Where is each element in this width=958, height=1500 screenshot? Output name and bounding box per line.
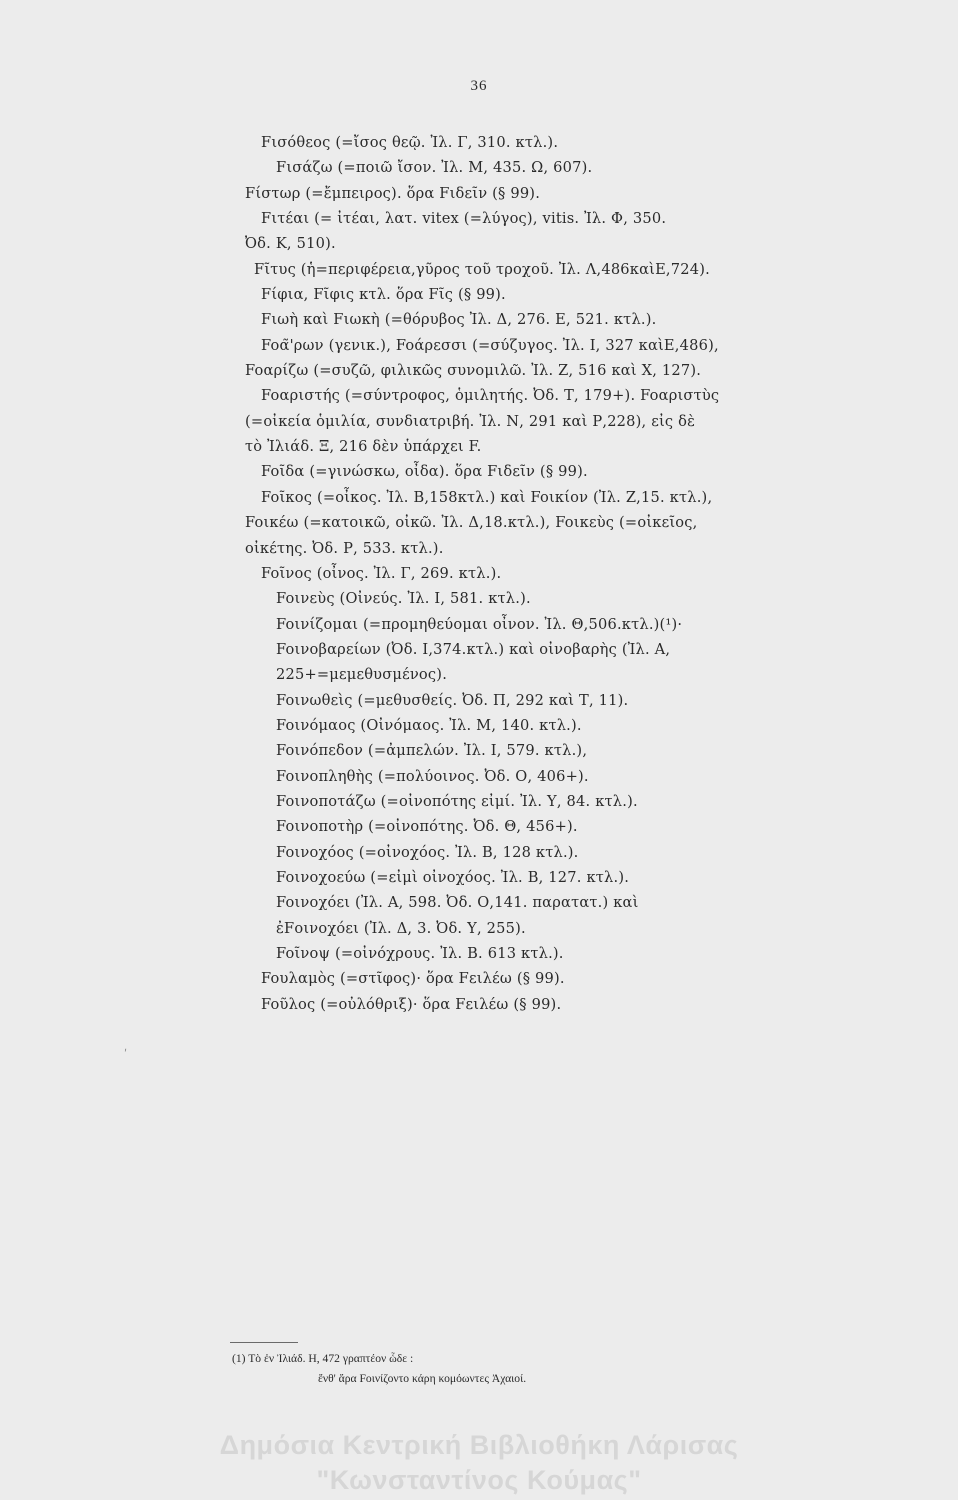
entry-text: Foα̃'ρων (γενικ.), Foάρεσσι (=σύζυγος. Ἰλ. Ι, 327 καὶΕ,486), [261,336,719,354]
entry [0,764,958,789]
entry-text: Foινωθεὶς (=μεθυσθείς. Ὀδ. Π, 292 καὶ Τ, 11). [276,691,629,709]
entry-text: Fίφια, Fῖφις κτλ. ὅρα Fῖς (§ 99). [261,286,506,304]
entry [0,130,958,155]
entry [0,536,958,561]
entry [0,612,958,637]
entry [0,333,958,358]
entry-text: Foινοποτάζω (=οἰνοπότης εἰμί. Ἰλ. Υ, 84. κτλ.). [276,792,638,810]
entry-text: Ὀδ. Κ, 510). [245,235,336,253]
entry-text: Foικέω (=κατοικῶ, οἰκῶ. Ἰλ. Δ,18.κτλ.), Foικεὺς (=οἰκεῖος, [245,514,698,532]
entry [0,738,958,763]
entry-text: (=οἰκεία ὁμιλία, συνδιατριβή. Ἰλ. Ν, 291 καὶ Ρ,228), εἰς δὲ [245,412,696,430]
entry [0,459,958,484]
entry-text: Foῖδα (=γινώσκω, οἶδα). ὅρα Fιδεῖν (§ 99). [261,463,588,481]
entry [0,713,958,738]
entry-text: Fιτέαι (= ἰτέαι, λατ. vitex (=λύγος), vitis. Ἰλ. Φ, 350. [261,210,667,228]
entry-text: Foινεὺς (Οἰνεύς. Ἰλ. Ι, 581. κτλ.). [276,590,531,608]
entry-text: Foινόπεδον (=ἀμπελών. Ἰλ. Ι, 579. κτλ.), [276,742,588,760]
entry-text: Foαρίζω (=συζῶ, φιλικῶς συνομιλῶ. Ἰλ. Ζ, 516 καὶ Χ, 127). [245,362,702,380]
entry-text: Foῖκος (=οἶκος. Ἰλ. Β,158κτλ.) καὶ Foικίον (Ἰλ. Ζ,15. κτλ.), [261,488,713,506]
entry-text: Fιωὴ καὶ Fιωκὴ (=θόρυβος Ἰλ. Δ, 276. Ε, 521. κτλ.). [261,311,657,329]
entry-text: Fῖτυς (ἡ=περιφέρεια,γῦρος τοῦ τροχοῦ. Ἰλ. Λ,486καὶΕ,724). [254,260,710,278]
entry-text: οἰκέτης. Ὀδ. Ρ, 533. κτλ.). [245,539,444,557]
entry-text: Foινοβαρείων (Ὀδ. Ι,374.κτλ.) καὶ οἰνοβαρὴς (Ἰλ. Α, [276,640,671,658]
entry [0,586,958,611]
entry [0,257,958,282]
entry [0,941,958,966]
entry-text: Foινοχόος (=οἰνοχόος. Ἰλ. Β, 128 κτλ.). [276,843,579,861]
entry-text: Foινοποτὴρ (=οἰνοπότης. Ὀδ. Θ, 456+). [276,818,578,836]
entry-text: Foυλαμὸς (=στῖφος)· ὅρα Fειλέω (§ 99). [261,970,565,988]
stray-mark: ʹ [124,1048,128,1061]
entry [0,282,958,307]
entry [0,890,958,915]
entry-text: Foινίζομαι (=προμηθεύομαι οἶνον. Ἰλ. Θ,506.κτλ.)(¹)· [276,615,683,633]
footnote-text: (1) Τὸ ἐν Ἰλιάδ. Η, 472 γραπτέον ὧδε : [232,1352,414,1365]
entry-text: Foαριστής (=σύντροφος, ὁμιλητής. Ὀδ. Τ, 179+). Foαριστὺς [261,387,720,405]
entry-text: τὸ Ἰλιάδ. Ξ, 216 δὲν ὑπάρχει F. [245,438,482,456]
entry [0,383,958,408]
entry-text: Fισόθεος (=ἴσος θεῷ. Ἰλ. Γ, 310. κτλ.). [261,134,559,151]
entry [0,966,958,991]
entry [0,181,958,206]
entry [0,916,958,941]
entry [0,231,958,256]
entry [0,307,958,332]
entry-text: Foινόμαος (Οἰνόμαος. Ἰλ. Μ, 140. κτλ.). [276,716,582,734]
entry-text: Fίστωρ (=ἔμπειρος). ὅρα Fιδεῖν (§ 99). [245,184,541,202]
entry [0,434,958,459]
entry-list [0,130,958,1017]
entry [0,358,958,383]
footnote-text: ἔνθ' ἄρα Foινίζοντο κάρη κομόωντες Ἀχαιοί. [318,1372,527,1385]
entry-text: Foινοχόει (Ἰλ. Α, 598. Ὀδ. Ο,141. παρατατ.) καὶ [276,894,639,912]
page-number: 36 [470,78,488,94]
entry-text: Foῦλος (=οὐλόθριξ)· ὅρα Fειλέω (§ 99). [261,995,562,1013]
entry-text: Foινοπληθὴς (=πολύοινος. Ὀδ. Ο, 406+). [276,767,589,785]
entry [0,637,958,662]
entry-text: Foῖνοψ (=οἰνόχρους. Ἰλ. Β. 613 κτλ.). [276,945,564,962]
library-watermark: "Κωνσταντίνος Κούμας" [316,1465,642,1495]
entry-text: Fισάζω (=ποιῶ ἴσον. Ἰλ. Μ, 435. Ω, 607). [276,159,593,177]
entry [0,662,958,687]
entry [0,561,958,586]
entry-text: Foινοχοεύω (=εἰμὶ οἰνοχόος. Ἰλ. Β, 127. κτλ.). [276,868,630,886]
entry [0,510,958,535]
entry [0,485,958,510]
entry [0,206,958,231]
entry-text: ἐFοινοχόει (Ἰλ. Δ, 3. Ὀδ. Υ, 255). [276,919,526,937]
footnote-rule [230,1342,298,1343]
library-watermark: Δημόσια Κεντρική Βιβλιοθήκη Λάρισας [219,1430,739,1460]
entry [0,688,958,713]
entry-text: Foῖνος (οἶνος. Ἰλ. Γ, 269. κτλ.). [261,564,502,582]
entry [0,992,958,1017]
entry [0,814,958,839]
entry [0,409,958,434]
entry [0,840,958,865]
entry-text: 225+=μεμεθυσμένος). [276,666,448,684]
entry [0,155,958,180]
entry [0,789,958,814]
entry [0,865,958,890]
